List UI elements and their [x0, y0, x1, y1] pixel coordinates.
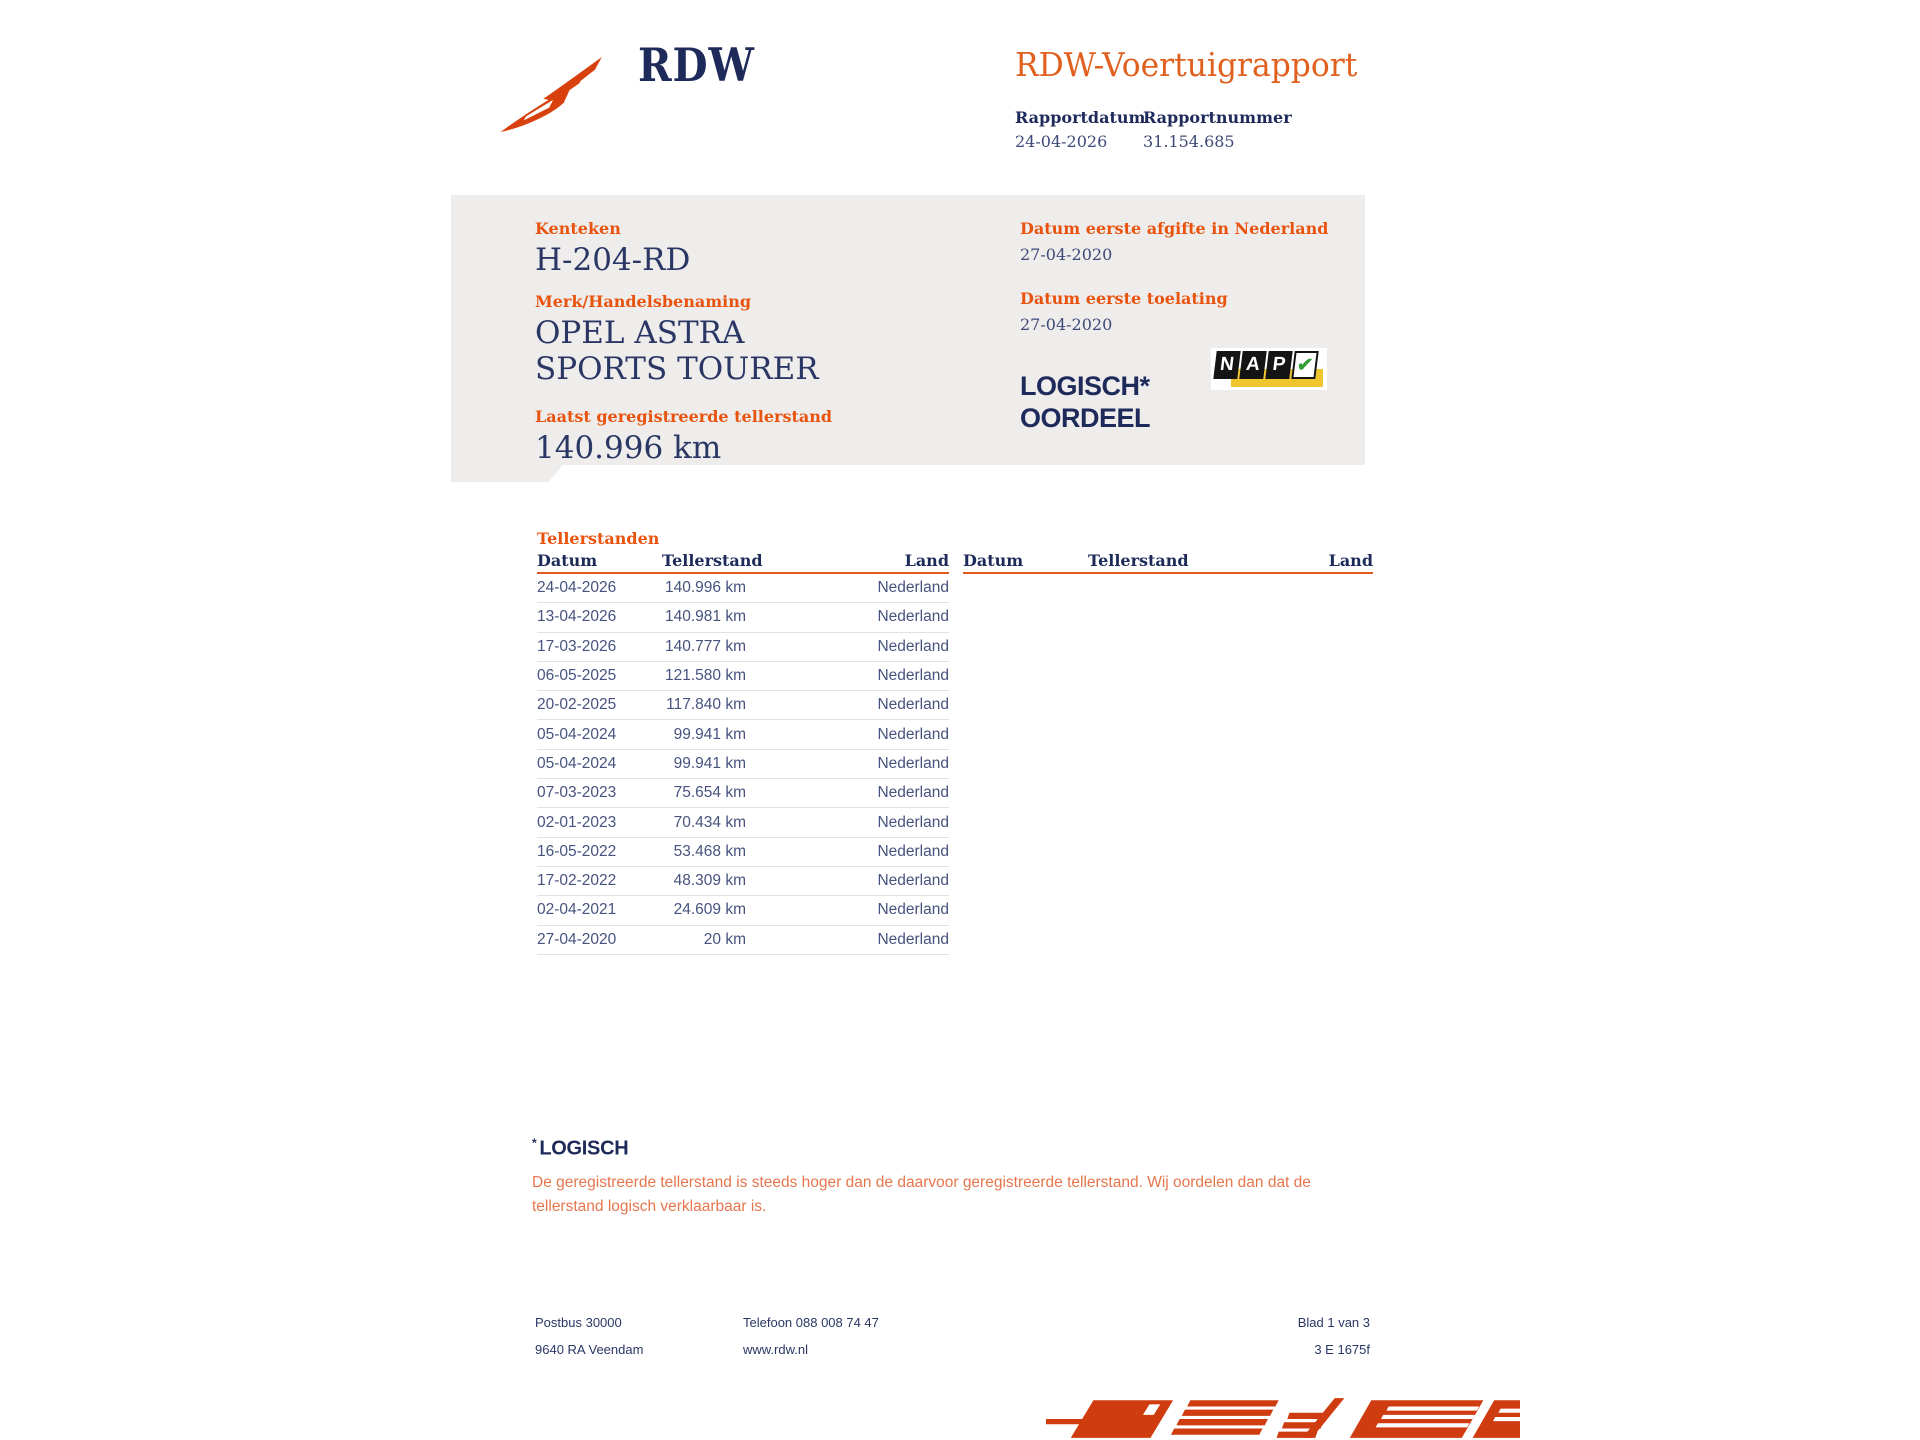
footer-website: www.rdw.nl	[743, 1342, 809, 1357]
report-date-label: Rapportdatum	[1015, 108, 1146, 127]
row-tellerstand: 20 km	[703, 930, 746, 948]
row-tellerstand: 121.580 km	[665, 667, 746, 685]
table-row	[537, 691, 949, 720]
tellerstanden-table	[537, 551, 949, 955]
row-land: Nederland	[877, 696, 949, 714]
report-header	[1015, 46, 1395, 151]
row-land: Nederland	[877, 813, 949, 831]
report-number-label: Rapportnummer	[1143, 108, 1292, 127]
row-datum: 02-04-2021	[537, 901, 617, 919]
row-tellerstand: 117.840 km	[666, 696, 746, 714]
report-meta	[1015, 108, 1395, 151]
tellerstand-value: 140.996 km	[535, 430, 722, 466]
footer-phone: Telefoon 088 008 74 47	[743, 1315, 879, 1330]
summary-left-column	[535, 219, 832, 466]
row-datum: 07-03-2023	[537, 784, 617, 802]
table-row	[537, 750, 949, 779]
row-land: Nederland	[877, 872, 949, 890]
rdw-stripe-graphic	[1046, 1396, 1520, 1440]
row-datum: 05-04-2024	[537, 725, 617, 743]
merk-value-line2: SPORTS TOURER	[535, 351, 819, 387]
summary-box-tab	[451, 465, 563, 482]
merk-value-line1: OPEL ASTRA	[535, 315, 745, 351]
nap-tiles	[1213, 351, 1318, 379]
table-row	[537, 867, 949, 896]
toelating-value: 27-04-2020	[1020, 315, 1113, 334]
row-land: Nederland	[877, 667, 949, 685]
footnote-marker: *	[532, 1136, 537, 1150]
report-number-value: 31.154.685	[1143, 132, 1235, 151]
table-row	[537, 896, 949, 925]
row-tellerstand: 99.941 km	[673, 725, 746, 743]
column-header-datum: Datum	[963, 551, 1024, 570]
row-datum: 17-03-2026	[537, 637, 617, 655]
row-tellerstand: 53.468 km	[673, 842, 746, 860]
row-land: Nederland	[877, 930, 949, 948]
row-land: Nederland	[877, 725, 949, 743]
report-date-value: 24-04-2026	[1015, 132, 1108, 151]
table-row	[537, 926, 949, 955]
row-land: Nederland	[877, 608, 949, 626]
nap-letter-p: P	[1265, 351, 1292, 379]
footer-page-info	[1170, 1315, 1370, 1369]
nap-letter-n: N	[1213, 351, 1240, 379]
column-header-land: Land	[1328, 551, 1373, 570]
row-datum: 06-05-2025	[537, 667, 617, 685]
rdw-logo-text: RDW	[638, 38, 755, 92]
table-row	[537, 574, 949, 603]
row-land: Nederland	[877, 901, 949, 919]
row-datum: 02-01-2023	[537, 813, 617, 831]
table-header-row	[537, 551, 949, 574]
row-datum: 27-04-2020	[537, 930, 617, 948]
nap-letter-a: A	[1239, 351, 1266, 379]
summary-right-column	[1020, 219, 1360, 434]
tellerstanden-rows	[537, 574, 949, 955]
tellerstand-label: Laatst geregistreerde tellerstand	[535, 407, 833, 426]
nap-check-icon: ✔	[1291, 351, 1318, 379]
kenteken-label: Kenteken	[535, 219, 621, 238]
column-header-tellerstand: Tellerstand	[662, 551, 763, 570]
table-header-row	[963, 551, 1373, 574]
table-row	[537, 603, 949, 632]
row-tellerstand: 99.941 km	[673, 754, 746, 772]
afgifte-label: Datum eerste afgifte in Nederland	[1020, 219, 1329, 238]
footer-address	[535, 1315, 643, 1369]
row-tellerstand: 140.981 km	[665, 608, 746, 626]
toelating-label: Datum eerste toelating	[1020, 289, 1228, 308]
row-datum: 17-02-2022	[537, 872, 617, 890]
row-land: Nederland	[877, 784, 949, 802]
table-row	[537, 720, 949, 749]
column-header-land: Land	[904, 551, 949, 570]
column-header-datum: Datum	[537, 551, 598, 570]
row-land: Nederland	[877, 842, 949, 860]
row-tellerstand: 48.309 km	[673, 872, 746, 890]
oordeel-line1: LOGISCH*	[1020, 371, 1150, 401]
nap-logo	[1211, 348, 1327, 390]
merk-label: Merk/Handelsbenaming	[535, 292, 752, 311]
row-tellerstand: 70.434 km	[673, 813, 746, 831]
afgifte-value: 27-04-2020	[1020, 245, 1113, 264]
row-land: Nederland	[877, 754, 949, 772]
table-row	[537, 633, 949, 662]
row-land: Nederland	[877, 637, 949, 655]
rdw-feather-icon	[496, 56, 618, 134]
row-datum: 05-04-2024	[537, 754, 617, 772]
row-datum: 13-04-2026	[537, 608, 617, 626]
oordeel-line2: OORDEEL	[1020, 403, 1151, 433]
footer-address-line1: Postbus 30000	[535, 1315, 622, 1330]
row-tellerstand: 140.777 km	[665, 637, 746, 655]
logisch-footnote	[532, 1136, 1342, 1219]
row-datum: 16-05-2022	[537, 842, 617, 860]
table-row	[537, 808, 949, 837]
row-tellerstand: 140.996 km	[665, 579, 746, 597]
row-datum: 24-04-2026	[537, 579, 617, 597]
row-tellerstand: 75.654 km	[673, 784, 746, 802]
footer-address-line2: 9640 RA Veendam	[535, 1342, 644, 1357]
kenteken-value: H-204-RD	[535, 242, 691, 278]
footer-form-code: 3 E 1675f	[1314, 1342, 1370, 1357]
footnote-text: De geregistreerde tellerstand is steeds hoger dan de daarvoor geregistreerde tellerstand. Wij oordelen dan dat de tellerstand logisch verklaarbaar is.	[532, 1173, 1311, 1215]
table-row	[537, 779, 949, 808]
footnote-title: * LOGISCH	[532, 1136, 629, 1160]
row-tellerstand: 24.609 km	[673, 901, 746, 919]
footer-contact	[743, 1315, 879, 1369]
table-row	[537, 838, 949, 867]
tellerstanden-table-continued	[963, 551, 1373, 574]
row-land: Nederland	[877, 579, 949, 597]
tellerstanden-title: Tellerstanden	[537, 529, 660, 548]
column-header-tellerstand: Tellerstand	[1088, 551, 1189, 570]
footer-page-indicator: Blad 1 van 3	[1297, 1315, 1370, 1330]
row-datum: 20-02-2025	[537, 696, 617, 714]
vehicle-summary-box	[451, 195, 1365, 465]
page-title: RDW-Voertuigrapport	[1015, 45, 1358, 84]
table-row	[537, 662, 949, 691]
